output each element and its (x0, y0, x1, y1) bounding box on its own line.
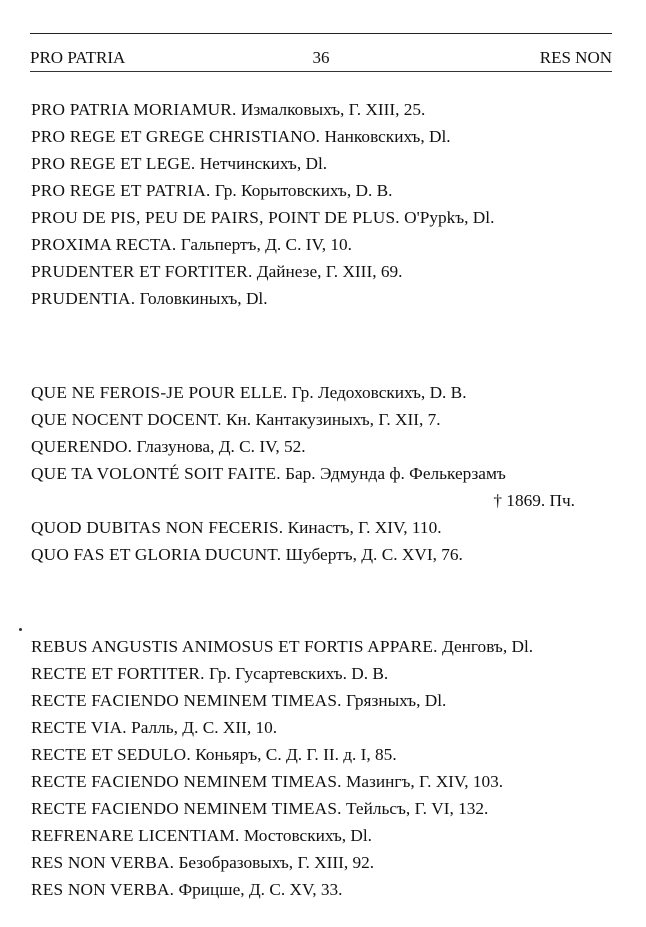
reference: Мазингъ, Г. XIV, 103. (346, 772, 504, 791)
entry (31, 407, 441, 433)
entry (31, 380, 467, 406)
reference: Измалковыхъ, Г. XIII, 25. (240, 100, 426, 119)
motto: REFRENARE LICENTIAM. (31, 826, 240, 845)
reference: Бар. Эдмунда ф. Фелькерзамъ (285, 464, 506, 483)
entry (31, 461, 506, 487)
reference: Нанковскихъ, Dl. (324, 127, 451, 146)
entry-continuation: † 1869. Пч. (493, 491, 575, 510)
motto: REBUS ANGUSTIS ANIMOSUS ET FORTIS APPARE. (31, 637, 438, 656)
entry (31, 661, 388, 687)
reference: Гальпертъ, Д. С. IV, 10. (180, 235, 352, 254)
motto: RECTE FACIENDO NEMINEM TIMEAS. (31, 691, 342, 710)
entry (31, 178, 392, 204)
entry (31, 796, 488, 822)
reference: Грязныхъ, Dl. (346, 691, 447, 710)
reference: Тейльсъ, Г. VI, 132. (346, 799, 489, 818)
reference: Гр. Корытовскихъ, D. B. (214, 181, 393, 200)
motto: PRUDENTER ET FORTITER. (31, 262, 253, 281)
motto: QUO FAS ET GLORIA DUCUNT. (31, 545, 282, 564)
top-rule (30, 33, 612, 34)
reference: Кинастъ, Г. XIV, 110. (287, 518, 442, 537)
reference: Гр. Гусартевскихъ. D. B. (208, 664, 389, 683)
entry (31, 515, 442, 541)
entry (31, 259, 402, 285)
reference: Денговъ, Dl. (441, 637, 534, 656)
entry (31, 232, 352, 258)
entry (31, 715, 277, 741)
motto: RECTE FACIENDO NEMINEM TIMEAS. (31, 799, 342, 818)
reference: Безобразовыхъ, Г. XIII, 92. (178, 853, 375, 872)
entry (31, 205, 494, 231)
motto: PRO PATRIA MORIAMUR. (31, 100, 237, 119)
header-rule (30, 71, 612, 72)
entry (31, 688, 446, 714)
entry (31, 124, 451, 150)
motto: PRUDENTIA. (31, 289, 136, 308)
reference: Дайнезе, Г. XIII, 69. (256, 262, 403, 281)
reference: Глазунова, Д. С. IV, 52. (136, 437, 306, 456)
running-head (30, 46, 612, 70)
motto: QUE TA VOLONTÉ SOIT FAITE. (31, 464, 281, 483)
motto: RECTE FACIENDO NEMINEM TIMEAS. (31, 772, 342, 791)
entry (31, 823, 372, 849)
reference: Гр. Ледоховскихъ, D. B. (291, 383, 467, 402)
motto: PRO REGE ET LEGE. (31, 154, 196, 173)
motto: RES NON VERBA. (31, 853, 175, 872)
motto: RECTE ET SEDULO. (31, 745, 191, 764)
reference: Шубертъ, Д. С. XVI, 76. (285, 545, 463, 564)
motto: RES NON VERBA. (31, 880, 175, 899)
entry (31, 286, 268, 312)
page-number: 36 (312, 48, 330, 67)
reference: Кн. Кантакузиныхъ, Г. XII, 7. (225, 410, 441, 429)
reference: Нетчинскихъ, Dl. (199, 154, 328, 173)
running-head-right: RES NON (539, 48, 612, 67)
reference: Фрицше, Д. С. XV, 33. (178, 880, 343, 899)
motto: PRO REGE ET PATRIA. (31, 181, 211, 200)
motto: RECTE VIA. (31, 718, 127, 737)
motto: QUE NE FEROIS-JE POUR ELLE. (31, 383, 288, 402)
entry (31, 742, 397, 768)
motto: RECTE ET FORTITER. (31, 664, 205, 683)
reference: Коньяръ, С. Д. Г. II. д. I, 85. (195, 745, 397, 764)
running-head-left: PRO PATRIA (30, 48, 126, 67)
entry (31, 850, 374, 876)
motto: QUOD DUBITAS NON FECERIS. (31, 518, 284, 537)
entry (31, 877, 342, 903)
reference: Ралль, Д. С. XII, 10. (131, 718, 278, 737)
motto: QUE NOCENT DOCENT. (31, 410, 222, 429)
motto: PRO REGE ET GREGE CHRISTIANO. (31, 127, 321, 146)
entry (31, 542, 463, 568)
margin-mark (19, 628, 22, 631)
entry (31, 151, 327, 177)
entry (31, 634, 533, 660)
entry (31, 97, 425, 123)
reference: Мостовскихъ, Dl. (243, 826, 373, 845)
motto: PROU DE PIS, PEU DE PAIRS, POINT DE PLUS. (31, 208, 400, 227)
reference: Головкиныхъ, Dl. (139, 289, 268, 308)
reference: O'Рурkъ, Dl. (404, 208, 495, 227)
entry (31, 434, 306, 460)
motto: PROXIMA RECTA. (31, 235, 177, 254)
motto: QUERENDO. (31, 437, 133, 456)
entry (31, 769, 503, 795)
